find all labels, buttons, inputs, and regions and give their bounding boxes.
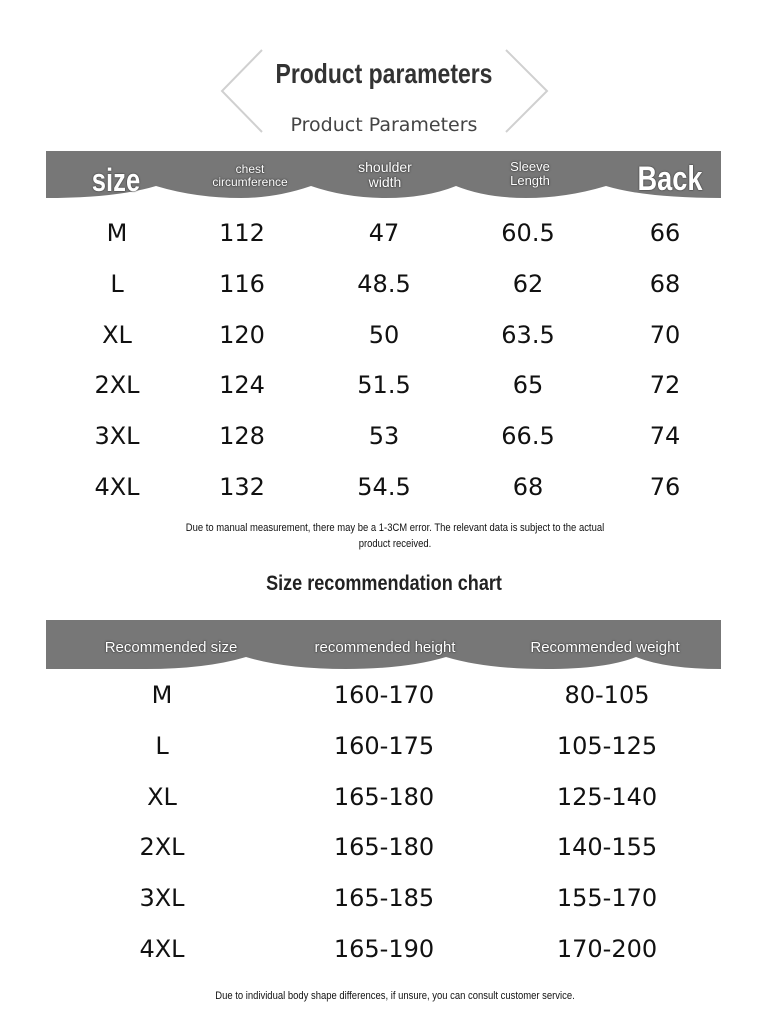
recommendation-cell-weight: 140-155 [556,833,658,862]
col-header-recommended-size: Recommended size [104,639,238,656]
recommendation-title: Size recommendation chart [266,572,502,595]
size-table-cell-shoulder: 50 [368,320,400,349]
recommendation-cell-size: XL [147,782,177,811]
recommendation-cell-weight: 80-105 [564,681,650,709]
size-table-cell-chest: 128 [219,422,265,451]
page-title: Product parameters [275,58,493,89]
size-table-cell-shoulder: 47 [368,219,400,247]
recommendation-cell-size: 3XL [139,884,185,913]
size-table-cell-size: L [110,269,124,298]
size-table-cell-back: 68 [649,269,681,298]
size-table-cell-sleeve: 66.5 [501,422,555,451]
recommendation-cell-height: 160-175 [333,731,435,760]
size-table-cell-shoulder: 53 [368,422,400,451]
size-table-cell-back: 74 [649,422,681,451]
col-header-shoulder: shoulder width [358,159,412,190]
recommendation-cell-weight: 170-200 [556,935,658,963]
size-table-cell-shoulder: 51.5 [357,371,411,400]
size-table-cell-chest: 124 [219,371,265,400]
size-table-cell-back: 70 [649,320,681,349]
col-header-recommended-weight: Recommended weight [530,639,680,656]
recommendation-cell-size: L [155,731,169,760]
size-table-cell-chest: 116 [219,269,265,298]
recommendation-cell-size: M [151,681,173,709]
col-header-size: size [91,162,141,198]
size-table-cell-size: 3XL [94,422,140,451]
size-table-cell-sleeve: 68 [512,473,544,501]
col-header-recommended-height: recommended height [314,639,456,656]
col-header-sleeve: Sleeve Length [510,159,550,188]
col-header-chest: chest circumference [212,162,288,189]
size-table-cell-sleeve: 63.5 [501,320,555,349]
size-table-cell-size: XL [102,320,132,349]
size-table-cell-chest: 120 [219,320,265,349]
recommendation-cell-height: 165-180 [333,782,435,811]
recommendation-cell-weight: 125-140 [556,782,658,811]
recommendation-cell-height: 160-170 [333,681,435,709]
page-subtitle: Product Parameters [290,114,478,136]
recommendation-cell-size: 4XL [139,935,185,963]
size-table-cell-size: 2XL [94,371,140,400]
size-table-cell-shoulder: 54.5 [357,473,411,501]
size-table-cell-back: 66 [649,219,681,247]
size-table-cell-sleeve: 62 [512,269,544,298]
size-table-cell-size: 4XL [94,473,140,501]
size-table-cell-chest: 132 [219,473,265,501]
size-table-cell-shoulder: 48.5 [357,269,411,298]
size-table-cell-sleeve: 65 [512,371,544,400]
recommendation-cell-height: 165-190 [333,935,435,963]
measurement-note: Due to manual measurement, there may be a 1-3CM error. The relevant data is subject to the actual product received. [185,522,605,550]
size-table-cell-size: M [106,219,128,247]
size-table-cell-sleeve: 60.5 [501,219,555,247]
recommendation-cell-height: 165-180 [333,833,435,862]
size-table-cell-back: 76 [649,473,681,501]
recommendation-cell-weight: 105-125 [556,731,658,760]
size-table-cell-chest: 112 [219,219,265,247]
recommendation-cell-height: 165-185 [333,884,435,913]
recommendation-cell-size: 2XL [139,833,185,862]
body-shape-note: Due to individual body shape differences, if unsure, you can consult customer service. [215,990,575,1002]
size-table-cell-back: 72 [649,371,681,400]
recommendation-cell-weight: 155-170 [556,884,658,913]
col-header-back: Back [637,160,703,198]
